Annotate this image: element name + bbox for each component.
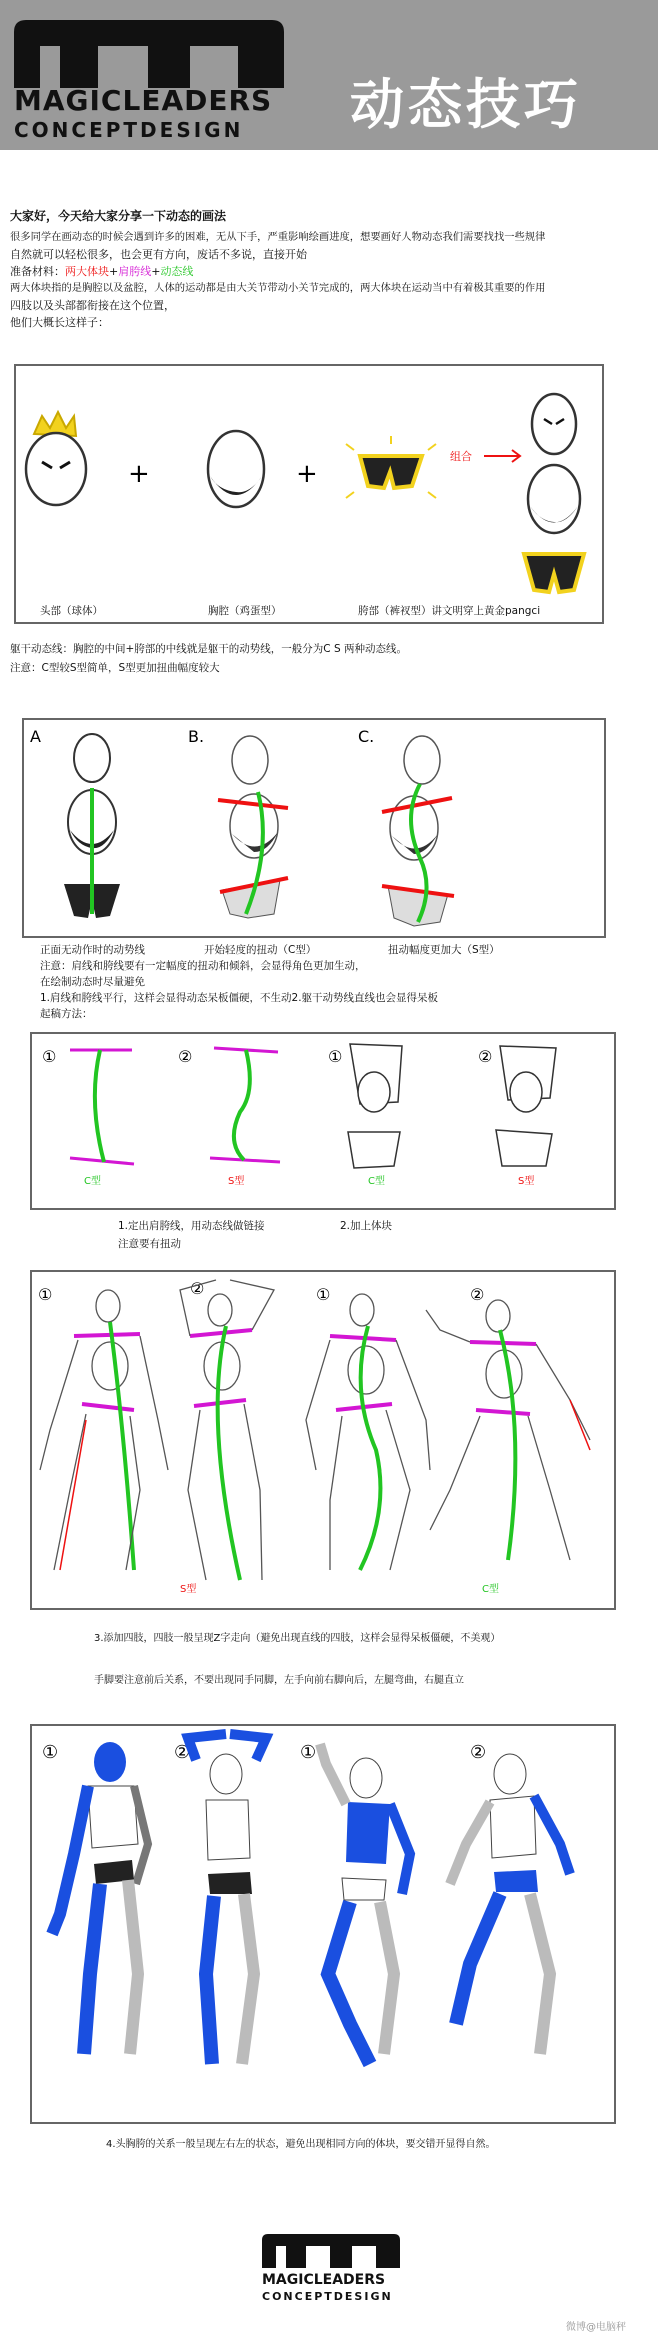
page-title: 动态技巧 [350,73,582,136]
brand-name: MAGICLEADERS [14,84,273,117]
mannequin-3 [320,1744,410,2064]
step2-text: 2.加上体块 [340,1220,393,1232]
mannequin-1 [52,1742,148,2054]
intro-line2: 自然就可以轻松很多，也会更有方向，废话不多说，直接开始 [10,248,307,261]
letter-a: A [30,727,41,746]
footer-brand-subtitle: CONCEPTDESIGN [262,2290,393,2303]
intro-line5: 他们大概长这样子： [10,316,109,329]
notes2-line2: 在绘制动态时尽量避免 [40,976,145,988]
s-type-label: S型 [518,1176,535,1187]
step-number: ① [38,1285,53,1304]
s-type-label: S型 [228,1176,245,1187]
plus-sign: + [109,265,119,278]
mannequin-4 [450,1754,570,2054]
material-two-blocks: 两大体块 [65,265,109,278]
s-type-blocks [496,1046,556,1166]
figure-a [64,734,120,918]
caption-c: 扭动幅度更加大（S型） [388,944,500,956]
mannequin-illustration [30,1724,616,2124]
plus-sign: + [296,459,318,489]
step-number: ② [178,1047,193,1066]
step-number: ② [470,1285,485,1304]
label-chest: 胸腔（鸡蛋型） [208,605,282,617]
step-number: ① [316,1285,331,1304]
label-head: 头部（球体） [40,605,103,617]
pose-figure-4 [426,1300,590,1560]
caption-a: 正面无动作时的动势线 [40,944,145,956]
material-shoulder-hip-line: 肩胯线 [118,265,152,278]
notes2-line3: 1.肩线和胯线平行，这样会显得动态呆板僵硬，不生动2.躯干动势线直线也会显得呆板 [40,992,439,1004]
motion-line-definition: 躯干动态线：胸腔的中间+胯部的中线就是躯干的动势线，一般分为C S 两种动态线。 [10,643,407,655]
footer-logo-mark-icon [256,2230,406,2270]
pose-figure-3 [306,1294,430,1570]
letter-c: C. [358,727,375,746]
limbs-illustration [30,1270,616,1610]
motion-line-note: 注意：C型较S型简单，S型更加扭曲幅度较大 [10,662,220,674]
plus-sign: + [151,265,161,278]
step-number: ① [300,1742,317,1763]
combine-label: 组合 [450,450,472,463]
mannequin-2 [188,1734,266,2064]
arrow-icon [484,450,520,462]
step1-text: 1.定出肩胯线，用动态线做链接 [118,1220,265,1232]
hands-feet-note: 手脚要注意前后关系，不要出现同手同脚，左手向前右脚向后，左腿弯曲，右腿直立 [94,1675,464,1686]
step-number: ① [42,1047,57,1066]
step-number: ② [174,1742,191,1763]
s-type-lines [210,1048,280,1162]
watermark: 微博@电脑秤 [566,2322,626,2333]
label-pelvis: 胯部（裤衩型）讲文明穿上黄金pangci [358,605,541,617]
motion-types-illustration [22,718,606,938]
step-number: ② [190,1279,205,1298]
intro-line4: 四肢以及头部都衔接在这个位置， [10,299,175,312]
s-type-label: S型 [180,1584,197,1595]
material-motion-line: 动态线 [160,265,194,278]
pelvis-figure [346,436,436,498]
c-type-lines [70,1050,134,1164]
notes2-line4: 起稿方法： [40,1008,93,1020]
limbs-note: 3.添加四肢，四肢一般呈现Z字走向（避免出现直线的四肢，这样会显得呆板僵硬，不美观） [94,1633,501,1644]
body-blocks-illustration [14,364,604,622]
caption-b: 开始轻度的扭动（C型） [204,944,317,956]
notes2-line1: 注意：肩线和胯线要有一定幅度的扭动和倾斜，会显得角色更加生动， [40,960,366,972]
letter-b: B. [188,727,205,746]
c-type-blocks [348,1044,402,1168]
draft-method-illustration [30,1032,616,1208]
head-chest-hip-note: 4.头胸胯的关系一般呈现左右左的状态，避免出现相同方向的体块，要交错开显得自然。 [106,2139,496,2150]
materials-label: 准备材料： [10,265,65,278]
combined-figure [524,394,584,592]
brand-subtitle: CONCEPTDESIGN [14,118,244,142]
step-number: ② [470,1742,487,1763]
pose-figure-2 [180,1280,274,1580]
step-number: ① [328,1047,343,1066]
plus-sign: + [128,459,150,489]
footer-brand-name: MAGICLEADERS [262,2272,386,2288]
figure-b [218,736,288,918]
greeting: 大家好，今天给大家分享一下动态的画法 [10,209,227,223]
intro-line1: 很多同学在画动态的时候会遇到许多的困难，无从下手，严重影响绘画进度，想要画好人物动态我们需要找找一些规律 [10,231,546,243]
chest-egg-figure [208,431,264,507]
materials-line [10,263,193,280]
logo-mark-icon [0,10,300,90]
step1-note: 注意要有扭动 [118,1238,181,1250]
pose-figure-1 [40,1290,168,1570]
intro-line3: 两大体块指的是胸腔以及盆腔，人体的运动都是由大关节带动小关节完成的，两大体块在运动当中有着极其重要的作用 [10,282,546,294]
step-number: ② [478,1047,493,1066]
c-type-label: C型 [482,1584,499,1595]
c-type-label: C型 [84,1176,101,1187]
head-sphere-figure [26,412,86,505]
figure-c [382,736,454,926]
c-type-label: C型 [368,1176,385,1187]
step-number: ① [42,1742,59,1763]
